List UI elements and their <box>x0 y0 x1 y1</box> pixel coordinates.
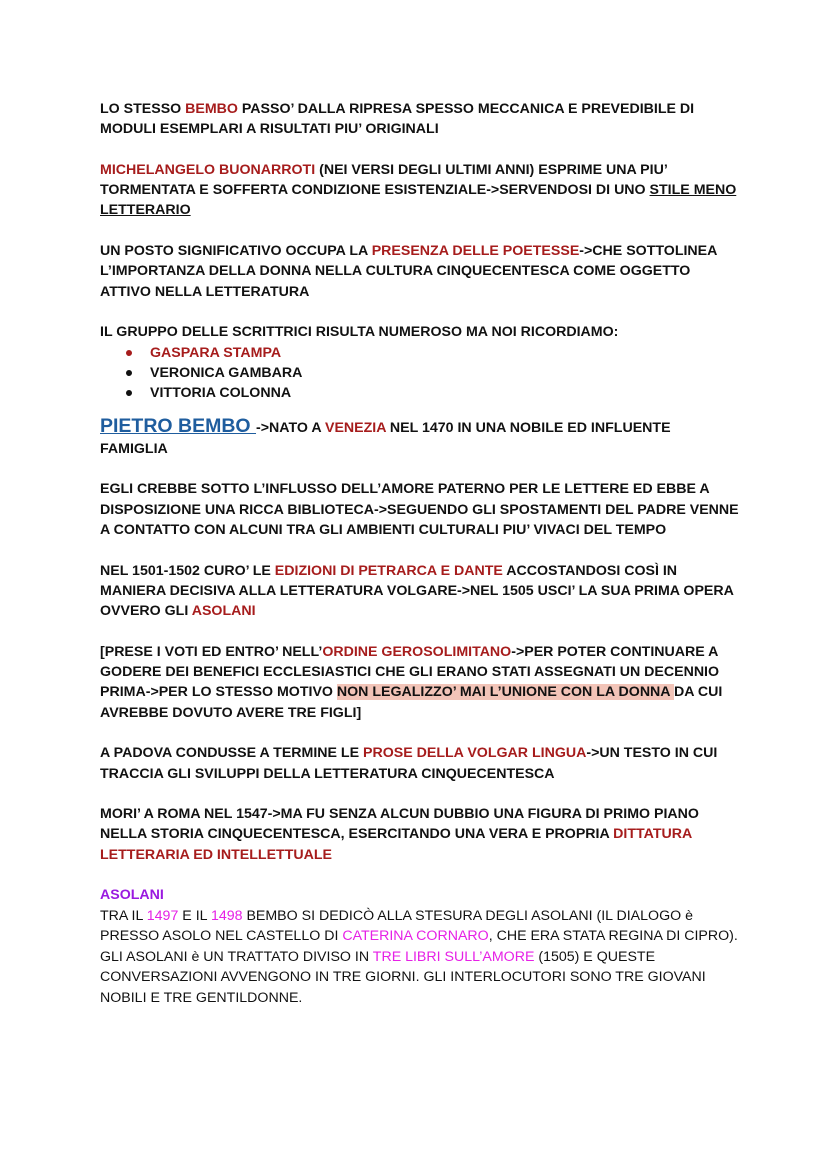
highlight-michelangelo: MICHELANGELO BUONARROTI <box>100 161 316 178</box>
paragraph-michelangelo <box>100 160 740 221</box>
text-run: (1505) E QUESTE CONVERSAZIONI AVVENGONO IN TRE GIORNI. GLI INTERLOCUTORI SONO TRE GIOVANI NOBILI E TRE GENTILDONNE. <box>100 948 706 1006</box>
paragraph-asolani <box>100 906 740 1009</box>
text-run: UN POSTO SIGNIFICATIVO OCCUPA LA <box>100 243 372 260</box>
text-run: NEL 1501-1502 CURO’ LE <box>100 562 275 579</box>
highlight-ordine: ORDINE GEROSOLIMITANO <box>322 643 512 660</box>
paragraph-prose <box>100 743 740 784</box>
paragraph-edizioni <box>100 561 740 622</box>
document-body <box>100 99 740 1009</box>
section-heading-asolani: ASOLANI <box>100 887 164 904</box>
paragraph-scrittrici: IL GRUPPO DELLE SCRITTRICI RISULTA NUMEROSO MA NOI RICORDIAMO: <box>100 324 619 341</box>
bullet-icon <box>126 350 132 356</box>
paragraph-ordine <box>100 642 740 723</box>
paragraph-bembo-intro <box>100 99 740 140</box>
poet-name: VERONICA GAMBARA <box>150 364 303 381</box>
text-run: (NEI VERSI DEGLI ULTIMI ANNI) ESPRIME UNA PIU’ TORMENTATA E SOFFERTA CONDIZIONE ESISTENZIALE->SERVENDOSI DI UNO <box>100 161 667 199</box>
highlight-venezia: VENEZIA <box>324 420 386 437</box>
text-run: E IL <box>178 907 211 924</box>
highlighted-text: NON LEGALIZZO’ MAI L’UNIONE CON LA DONNA <box>336 684 674 701</box>
text-run: DA CUI AVREBBE DOVUTO AVERE TRE FIGLI] <box>100 684 723 721</box>
text-run: A PADOVA CONDUSSE A TERMINE LE <box>100 745 364 762</box>
paragraph-pietro-bembo <box>100 416 740 459</box>
highlight-asolani: ASOLANI <box>191 603 256 620</box>
highlight-edizioni: EDIZIONI DI PETRARCA E DANTE <box>274 562 503 579</box>
poet-name: VITTORIA COLONNA <box>150 385 292 402</box>
text-run: NEL 1470 IN UNA NOBILE ED INFLUENTE FAMIGLIA <box>100 420 671 457</box>
list-item <box>126 363 740 383</box>
paragraph-morte <box>100 804 740 865</box>
section-title: PIETRO BEMBO <box>100 415 257 438</box>
underlined-stile: STILE MENO LETTERARIO <box>100 182 737 219</box>
text-run: ->UN TESTO IN CUI TRACCIA GLI SVILUPPI DELLA LETTERATURA CINQUECENTESCA <box>100 745 718 782</box>
highlight-year: 1498 <box>210 907 243 924</box>
highlight-prose: PROSE DELLA VOLGAR LINGUA <box>363 745 587 762</box>
text-run: ->NATO A <box>256 420 325 437</box>
highlight-year: 1497 <box>146 907 179 924</box>
text-run: PASSO’ DALLA RIPRESA SPESSO MECCANICA E PREVEDIBILE DI MODULI ESEMPLARI A RISULTATI PIU’ ORIGINALI <box>100 101 695 138</box>
highlight-caterina: CATERINA CORNARO <box>342 928 489 945</box>
text-run: ->PER POTER CONTINUARE A GODERE DEI BENEFICI ECCLESIASTICI CHE GLI ERANO STATI ASSEGNATI UN DECENNIO PRIMA->PER LO STESSO MOTIVO <box>100 643 720 701</box>
highlight-tre-libri: TRE LIBRI SULL’AMORE <box>372 948 535 965</box>
text-run: ACCOSTANDOSI COSÌ IN MANIERA DECISIVA ALLA LETTERATURA VOLGARE->NEL 1505 USCI’ LA SUA PRIMA OPERA OVVERO GLI <box>100 562 734 620</box>
text-run: TRA IL <box>100 907 147 924</box>
text-run: BEMBO SI DEDICÒ ALLA STESURA DEGLI ASOLANI (IL DIALOGO è PRESSO ASOLO NEL CASTELLO DI <box>100 907 693 945</box>
text-run: ->CHE SOTTOLINEA L’IMPORTANZA DELLA DONNA NELLA CULTURA CINQUECENTESCA COME OGGETTO ATTIVO NELLA LETTERATURA <box>100 243 717 300</box>
text-run: LO STESSO <box>100 101 186 117</box>
list-item <box>126 383 740 403</box>
list-item <box>126 343 740 363</box>
highlight-poetesse: PRESENZA DELLE POETESSE <box>371 243 580 260</box>
bullet-icon <box>126 390 132 396</box>
poets-list <box>100 343 740 404</box>
paragraph-infanzia: EGLI CREBBE SOTTO L’INFLUSSO DELL’AMORE PATERNO PER LE LETTERE ED EBBE A DISPOSIZIONE UNA RICCA BIBLIOTECA->SEGUENDO GLI SPOSTAMENTI DEL PADRE VENNE A CONTATTO CON ALCUNI TRA GLI AMBIENTI CULTURALI PIU’ VIVACI DEL TEMPO <box>100 481 739 538</box>
poet-name: GASPARA STAMPA <box>150 344 282 361</box>
paragraph-poetesse <box>100 241 740 302</box>
text-run: MORI’ A ROMA NEL 1547->MA FU SENZA ALCUN DUBBIO UNA FIGURA DI PRIMO PIANO NELLA STORIA CINQUECENTESCA, ESERCITANDO UNA VERA E PROPRIA <box>100 806 699 843</box>
highlight-dittatura: DITTATURA LETTERARIA ED INTELLETTUALE <box>100 826 692 863</box>
text-run: [PRESE I VOTI ED ENTRO’ NELL’ <box>100 643 323 660</box>
text-run: , CHE ERA STATA REGINA DI CIPRO). GLI ASOLANI è UN TRATTATO DIVISO IN <box>100 928 738 965</box>
highlight-bembo: BEMBO <box>185 101 238 117</box>
bullet-icon <box>126 370 132 376</box>
